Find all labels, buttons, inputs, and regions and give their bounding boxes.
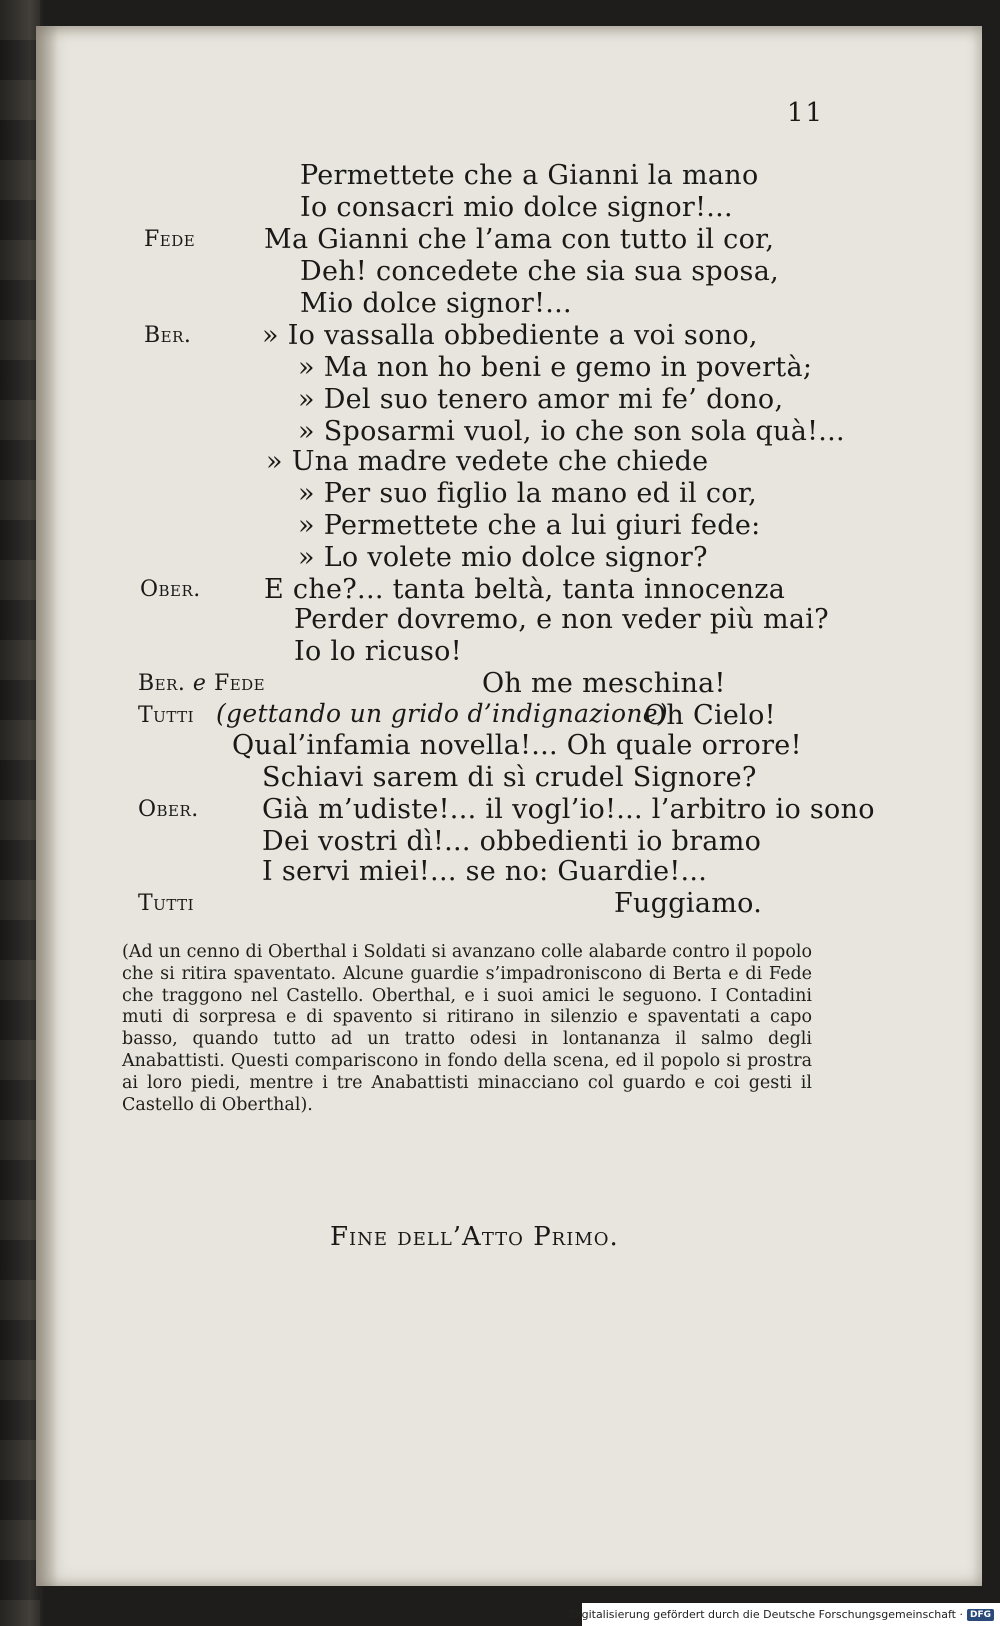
verse-line: I servi miei!... se no: Guardie!... — [262, 856, 708, 887]
verse-line: Perder dovremo, e non veder più mai? — [294, 604, 829, 635]
verse-line: Mio dolce signor!... — [300, 288, 572, 319]
speaker-label: Ober. — [140, 577, 201, 602]
verse-line: » Per suo figlio la mano ed il cor, — [298, 478, 757, 509]
speaker-label: Fede — [213, 671, 266, 696]
digitization-credit — [570, 1603, 1000, 1626]
verse-line: E che?... tanta beltà, tanta innocenza — [264, 574, 786, 605]
speaker-label: Tutti — [138, 891, 195, 916]
page-number: 11 — [787, 98, 825, 128]
stage-aside: (gettando un grido d’indignazione) — [216, 699, 668, 728]
credit-text: Digitalisierung gefördert durch die Deutsche Forschungsgemeinschaft · — [570, 1608, 963, 1621]
speaker-label: Ber. — [144, 323, 192, 348]
speaker-label: Tutti — [138, 703, 195, 728]
verse-line: » Permettete che a lui giuri fede: — [298, 510, 761, 541]
speaker-label: Ober. — [138, 797, 199, 822]
adjacent-page-edges — [0, 0, 40, 1626]
verse-line: Già m’udiste!... il vogl’io!... l’arbitro io sono — [262, 794, 875, 825]
verse-line: Oh Cielo! — [644, 700, 776, 731]
verse-line: Oh me meschina! — [482, 668, 726, 699]
verse-line: » Ma non ho beni e gemo in povertà; — [298, 352, 813, 383]
speaker-label-duet — [138, 668, 265, 700]
verse-line: » Lo volete mio dolce signor? — [298, 542, 708, 573]
verse-line: » Io vassalla obbediente a voi sono, — [262, 320, 758, 351]
verse-line: Io lo ricuso! — [294, 636, 462, 667]
verse-line: » Una madre vedete che chiede — [266, 446, 709, 477]
speaker-label: Ber. — [138, 671, 186, 696]
act-end-heading: Fine dell’Atto Primo. — [330, 1222, 619, 1252]
verse-line: Fuggiamo. — [614, 888, 763, 919]
verse-line: Io consacri mio dolce signor!... — [300, 192, 733, 223]
dfg-logo: DFG — [967, 1609, 994, 1621]
speaker-conjunction: e — [192, 671, 207, 696]
verse-line: Ma Gianni che l’ama con tutto il cor, — [264, 224, 775, 255]
stage-direction: (Ad un cenno di Oberthal i Soldati si avanzano colle alabarde contro il popolo che si ritira spaventato. Alcune guardie s’impadroniscono di Berta e di Fede che traggono nel Castello. Oberthal, e i suoi amici le seguono. I Contadini muti di sorpresa e di spavento si ritirano in silenzio e spaventati a capo basso, quando tutto ad un tratto odesi in lontananza il salmo degli Anabattisti. Questi compariscono in fondo della scena, ed il popolo si prostra ai loro piedi, mentre i tre Anabattisti minacciano col guardo e coi gesti il Castello di Oberthal). — [122, 942, 812, 1115]
verse-line: Qual’infamia novella!... Oh quale orrore! — [232, 730, 802, 761]
page-gutter-shadow — [36, 26, 58, 1586]
verse-line: Permettete che a Gianni la mano — [300, 160, 759, 191]
verse-line: Deh! concedete che sia sua sposa, — [300, 256, 779, 287]
book-page — [36, 26, 982, 1586]
verse-line: Schiavi sarem di sì crudel Signore? — [262, 762, 757, 793]
verse-line: Dei vostri dì!... obbedienti io bramo — [262, 826, 762, 857]
speaker-label: Fede — [144, 227, 196, 252]
verse-line: » Del suo tenero amor mi fe’ dono, — [298, 384, 784, 415]
verse-line: » Sposarmi vuol, io che son sola quà!... — [298, 416, 845, 447]
